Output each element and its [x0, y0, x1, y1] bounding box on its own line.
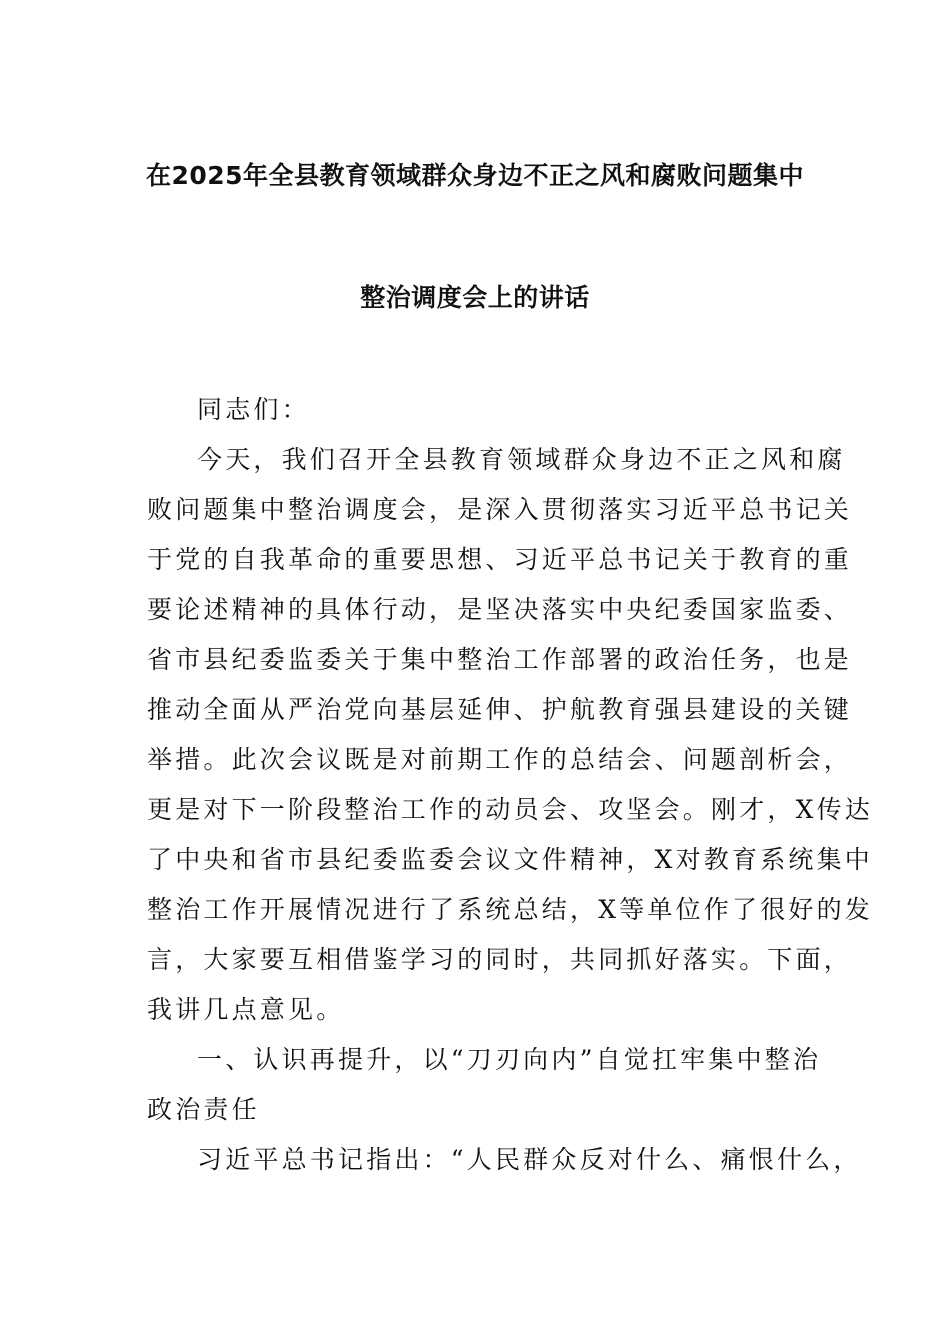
- document-title-line-2: 整治调度会上的讲话: [360, 283, 590, 312]
- paragraph-line: 省市县纪委监委关于集中整治工作部署的政治任务，也是: [147, 645, 853, 674]
- paragraph-line: 举措。此次会议既是对前期工作的总结会、问题剖析会，: [147, 745, 853, 774]
- paragraph-line: 言，大家要互相借鉴学习的同时，共同抓好落实。下面，: [147, 945, 853, 974]
- paragraph-line: 于党的自我革命的重要思想、习近平总书记关于教育的重: [147, 545, 853, 574]
- paragraph-line: 了中央和省市县纪委监委会议文件精神，X对教育系统集中: [147, 845, 874, 874]
- salutation: 同志们：: [197, 395, 310, 424]
- paragraph-line: 更是对下一阶段整治工作的动员会、攻坚会。刚才，X传达: [147, 795, 874, 824]
- paragraph-line: 习近平总书记指出：“人民群众反对什么、痛恨什么，: [197, 1145, 862, 1174]
- section-heading-line: 政治责任: [147, 1095, 260, 1124]
- paragraph-line: 我讲几点意见。: [147, 995, 345, 1024]
- section-heading-line: 一、认识再提升，以“刀刃向内”自觉扛牢集中整治: [197, 1045, 822, 1074]
- document-body: [147, 385, 874, 1185]
- paragraph-line: 要论述精神的具体行动，是坚决落实中央纪委国家监委、: [147, 595, 853, 624]
- paragraph-line: 败问题集中整治调度会，是深入贯彻落实习近平总书记关: [147, 495, 853, 524]
- paragraph-line: 推动全面从严治党向基层延伸、护航教育强县建设的关键: [147, 695, 853, 724]
- document-title-line-1: 在2025年全县教育领域群众身边不正之风和腐败问题集中: [145, 161, 805, 190]
- paragraph-line: 整治工作开展情况进行了系统总结，X等单位作了很好的发: [147, 895, 874, 924]
- paragraph-line: 今天，我们召开全县教育领域群众身边不正之风和腐: [197, 445, 846, 474]
